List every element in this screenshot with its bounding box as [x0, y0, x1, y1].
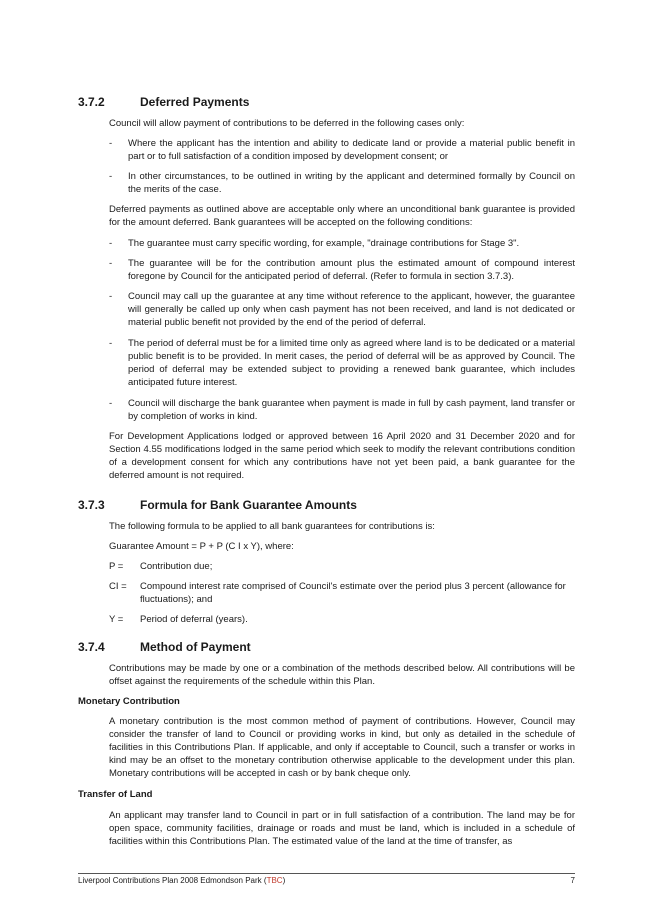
bullet-dash: -: [109, 138, 113, 149]
payment-intro: Contributions may be made by one or a combination of the methods described below. All contributions will be offset against the requirements of the schedule within this Plan.: [109, 663, 575, 688]
section-title: Formula for Bank Guarantee Amounts: [140, 498, 357, 512]
footer-close: ): [282, 876, 286, 885]
section-heading-3-7-4: [78, 640, 251, 654]
footer-title-text: Liverpool Contributions Plan 2008 Edmondson Park (: [78, 876, 267, 885]
list-item-text: The guarantee will be for the contribution amount plus the estimated amount of compound interest foregone by Council for the anticipated period of deferral. (Refer to formula in section 3.7.3).: [128, 258, 575, 283]
list-item: [109, 170, 575, 196]
formula-intro: The following formula to be applied to all bank guarantees for contributions is:: [109, 521, 435, 532]
definition-item: [109, 613, 575, 626]
bullet-dash: -: [109, 258, 113, 269]
bullet-dash: -: [109, 398, 113, 409]
footer-title: [78, 876, 285, 885]
list-item: [109, 137, 575, 163]
definition-desc: Contribution due;: [140, 561, 213, 572]
definition-desc: Period of deferral (years).: [140, 614, 248, 625]
section-title: Method of Payment: [140, 640, 251, 654]
subheading-monetary: Monetary Contribution: [78, 696, 180, 707]
transfer-text: An applicant may transfer land to Council in part or in full satisfaction of a contribution. The land may be for open space, community facilities, drainage or roads and must be land, which is included in a schedule of facilities within this Contributions Plan. The estimated value of the land at the time of transfer, as: [109, 810, 575, 848]
list-item: [109, 237, 575, 250]
page-number: 7: [570, 876, 575, 885]
bullet-dash: -: [109, 291, 113, 302]
list-item-text: Council may call up the guarantee at any time without reference to the applicant, however, the guarantee will generally be called up only when cash payment has not been received, and land is not dedicated or material public benefit not provided by the end of the period of deferral.: [128, 291, 575, 329]
bullet-dash: -: [109, 238, 113, 249]
list-item-text: Where the applicant has the intention and ability to dedicate land or provide a material public benefit in part or to full satisfaction of a condition imposed by development consent; or: [128, 138, 575, 163]
section-number: 3.7.2: [78, 95, 105, 109]
definition-term: P =: [109, 561, 124, 572]
list-item: [109, 397, 575, 423]
footer-divider: [78, 873, 575, 874]
section-number: 3.7.4: [78, 640, 105, 654]
definition-item: [109, 580, 575, 606]
subheading-transfer: Transfer of Land: [78, 789, 153, 800]
formula: Guarantee Amount = P + P (C I x Y), where:: [109, 541, 294, 552]
section-heading-3-7-2: [78, 95, 249, 109]
list-item: [109, 290, 575, 329]
bullet-dash: -: [109, 171, 113, 182]
deferred-intro: Council will allow payment of contributions to be deferred in the following cases only:: [109, 118, 465, 129]
bullet-dash: -: [109, 338, 113, 349]
covid-note: For Development Applications lodged or approved between 16 April 2020 and 31 December 2020 and for Section 4.55 modifications lodged in the same period which seek to modify the relevant contributions condition of a development consent for which any contributions have not yet been paid, a bank guarantee for the deferred amount is not required.: [109, 431, 575, 482]
section-title: Deferred Payments: [140, 95, 250, 109]
list-item: [109, 337, 575, 389]
monetary-text: A monetary contribution is the most common method of payment of contributions. However, Council may consider the transfer of land to Council or providing works in kind, but only as detailed in the schedule of facilities in this Contributions Plan. If applicable, and only if acceptable to Council, such a transfer or works in kind may be an offset to the monetary contribution otherwise applicable to the development under this plan. Monetary contributions will be accepted in cash or by bank cheque only.: [109, 716, 575, 780]
section-heading-3-7-3: [78, 498, 357, 512]
footer-tbc: TBC: [266, 876, 283, 885]
definition-term: CI =: [109, 581, 127, 592]
definition-desc: Compound interest rate comprised of Council's estimate over the period plus 3 percent (allowance for fluctuations); and: [140, 581, 566, 606]
list-item: [109, 257, 575, 283]
list-item-text: The guarantee must carry specific wording, for example, "drainage contributions for Stage 3".: [128, 238, 520, 249]
definition-term: Y =: [109, 614, 124, 625]
section-number: 3.7.3: [78, 498, 105, 512]
list-item-text: Council will discharge the bank guarantee when payment is made in full by cash payment, land transfer or by completion of works in kind.: [128, 398, 575, 423]
list-item-text: The period of deferral must be for a limited time only as agreed where land is to be dedicated or a material public benefit is to be provided. In merit cases, the period of deferral will be as approved by Council. The period of deferral may be extended subject to providing a renewed bank guarantee, which includes anticipated future interest.: [128, 338, 575, 389]
list-item-text: In other circumstances, to be outlined in writing by the applicant and determined formally by Council on the merits of the case.: [128, 171, 575, 196]
guarantee-intro: Deferred payments as outlined above are acceptable only where an unconditional bank guarantee is provided for the amount deferred. Bank guarantees will be accepted on the following conditions:: [109, 204, 575, 229]
definition-item: [109, 560, 575, 573]
